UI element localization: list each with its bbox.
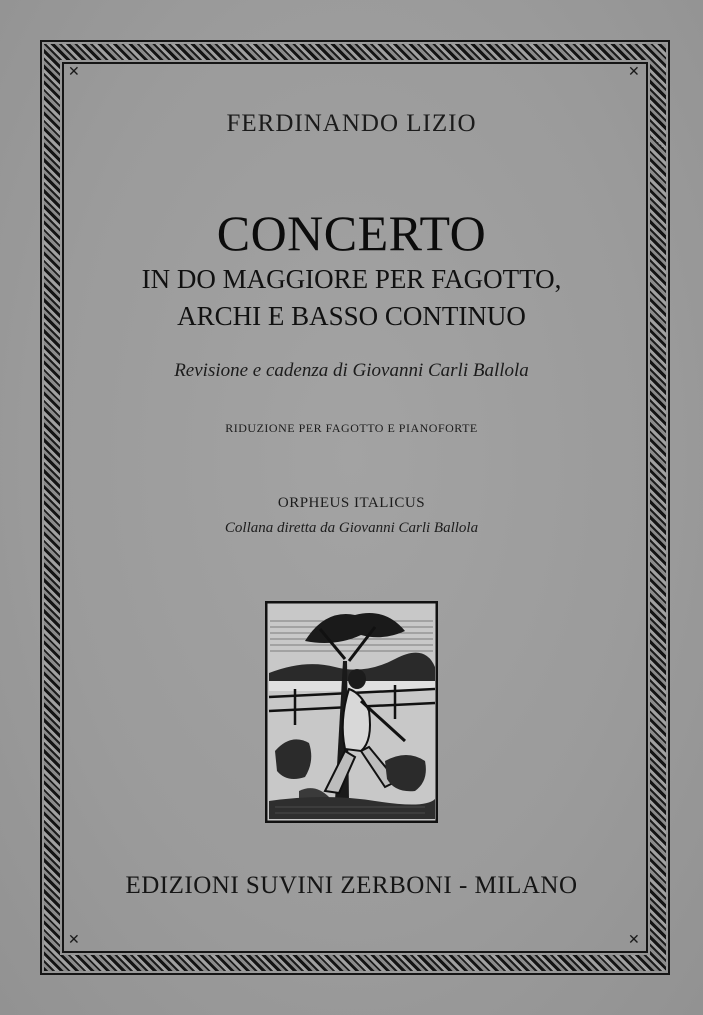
woodcut-illustration-icon bbox=[265, 601, 438, 823]
work-subtitle-line-1: IN DO MAGGIORE PER FAGOTTO, bbox=[141, 264, 562, 294]
series-name: ORPHEUS ITALICUS bbox=[277, 495, 426, 511]
revision-credit: Revisione e cadenza di Giovanni Carli Ballola bbox=[174, 360, 529, 381]
corner-ornament-icon: ✕ bbox=[68, 65, 80, 80]
corner-ornament-icon: ✕ bbox=[628, 65, 640, 80]
corner-ornament-icon: ✕ bbox=[628, 933, 640, 948]
publisher-imprint: EDIZIONI SUVINI ZERBONI - MILANO bbox=[125, 872, 578, 899]
work-title: CONCERTO bbox=[216, 205, 487, 261]
reduction-note: RIDUZIONE PER FAGOTTO E PIANOFORTE bbox=[225, 421, 478, 435]
composer-name: FERDINANDO LIZIO bbox=[226, 110, 477, 137]
series-editor: Collana diretta da Giovanni Carli Ballola bbox=[224, 520, 479, 536]
corner-ornament-icon: ✕ bbox=[68, 933, 80, 948]
work-subtitle-line-2: ARCHI E BASSO CONTINUO bbox=[177, 301, 526, 331]
